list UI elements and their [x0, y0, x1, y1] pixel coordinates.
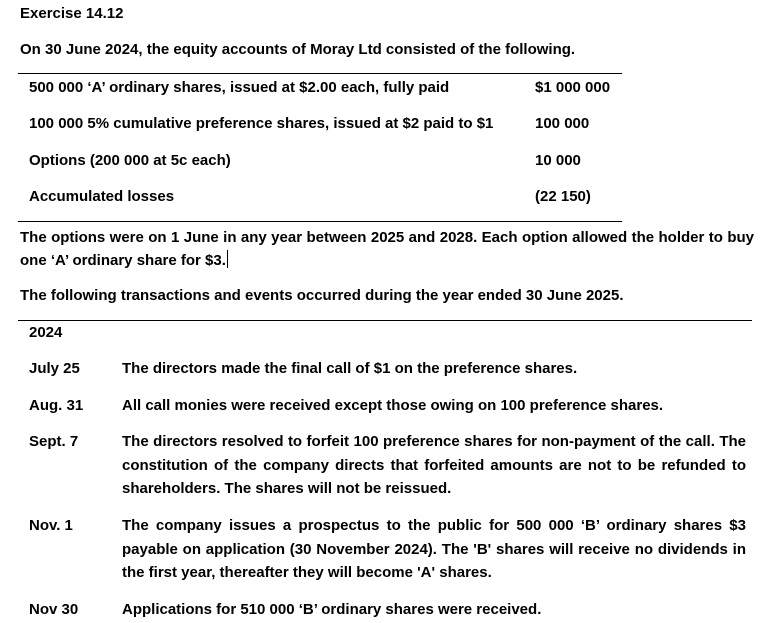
transaction-text: Applications for 510 000 ‘B’ ordinary shares were received. — [122, 601, 542, 618]
year-label: 2024 — [29, 324, 63, 341]
options-note-text: The options were on 1 June in any year between 2025 and 2028. Each option allowed the holder to buy one ‘A’ ordinary share for $3. — [20, 229, 754, 269]
intro-text: On 30 June 2024, the equity accounts of Moray Ltd consisted of the following. — [20, 41, 576, 58]
transaction-date: Nov. 1 — [29, 517, 73, 534]
transaction-text: The company issues a prospectus to the public for 500 000 ‘B’ ordinary shares $3 payable on application (30 November 2024). The 'B' shares will receive no dividends in the first year, thereafter they will become 'A' shares. — [122, 517, 746, 581]
equity-row-label: 500 000 ‘A’ ordinary shares, issued at $2.00 each, fully paid — [29, 79, 450, 96]
exercise-title: Exercise 14.12 — [20, 5, 124, 22]
transaction-text: All call monies were received except those owing on 100 preference shares. — [122, 397, 664, 414]
equity-row-amount: (22 150) — [535, 188, 591, 205]
equity-row-amount: $1 000 000 — [535, 79, 611, 96]
text-cursor — [227, 250, 228, 268]
transaction-date: Nov 30 — [29, 601, 79, 618]
transaction-date: Sept. 7 — [29, 433, 79, 450]
transactions-intro: The following transactions and events occurred during the year ended 30 June 2025. — [20, 287, 624, 304]
transaction-date: July 25 — [29, 360, 80, 377]
equity-table-top-rule — [18, 73, 622, 74]
equity-row-label: 100 000 5% cumulative preference shares, issued at $2 paid to $1 — [29, 115, 494, 132]
equity-row-amount: 10 000 — [535, 152, 581, 169]
equity-row-amount: 100 000 — [535, 115, 590, 132]
transactions-table-top-rule — [18, 320, 752, 321]
transaction-text: The directors made the final call of $1 on the preference shares. — [122, 360, 578, 377]
equity-row-label: Options (200 000 at 5c each) — [29, 152, 231, 169]
transaction-date: Aug. 31 — [29, 397, 84, 414]
options-note — [20, 226, 754, 272]
equity-row-label: Accumulated losses — [29, 188, 175, 205]
equity-table-bottom-rule — [18, 221, 622, 222]
transaction-text: The directors resolved to forfeit 100 preference shares for non-payment of the call. The constitution of the company directs that forfeited amounts are not to be refunded to shareholders. The shares will not be reissued. — [122, 433, 746, 497]
